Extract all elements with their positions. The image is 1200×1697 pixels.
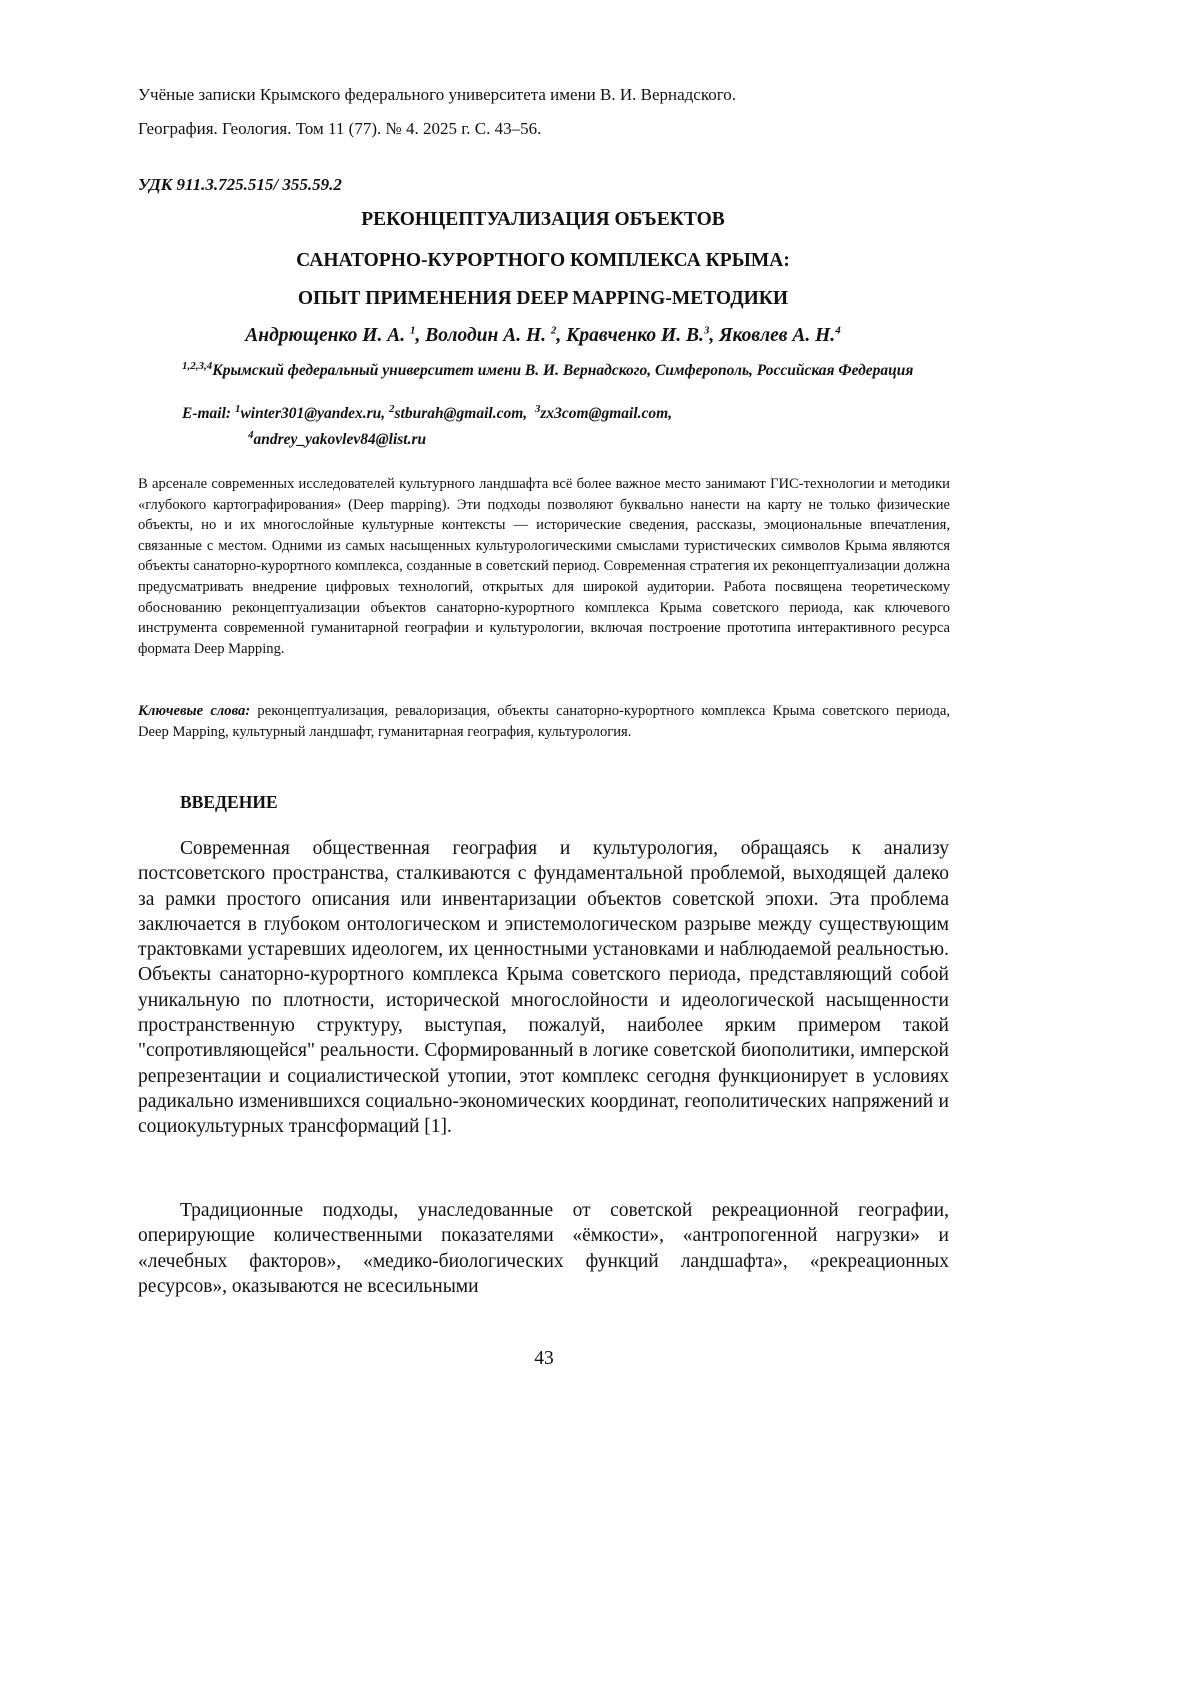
body-paragraph: Современная общественная география и культурология, обращаясь к анализу постсоветского пространства, сталкиваются с фундаментальной проблемой, выходящей далеко за рамки простого описания или инвентаризации объектов советской эпохи. Эта проблема заключается в глубоком онтологическом и эпистемологическом разрыве между существующим трактовками устаревших идеологем, их ценностными установками и наблюдаемой реальностью. Объекты санаторно-курортного комплекса Крыма советского периода, представляющий собой уникальную по плотности, исторической многослойности и идеологической насыщенности пространственную структуру, выступая, пожалуй, наиболее ярким примером такой "сопротивляющейся" реальности. Сформированный в логике советской биополитики, имперской репрезентации и социалистической утопии, этот комплекс сегодня функционирует в условиях радикально изменившихся социально-экономических координат, геополитических напряжений и социокультурных трансформаций [1]. [138, 838, 949, 1138]
email-line [182, 402, 673, 423]
affiliation-index: 1,2,3,4 [182, 359, 213, 372]
email-label: E-mail: [182, 405, 232, 422]
author-index: 3 [703, 324, 710, 337]
abstract: В арсенале современных исследователей культурного ландшафта всё более важное место занимают ГИС-технологии и методики «глубокого картографирования» (Deep mapping). Эти подходы позволяют буквально нанести на карту не только физические объекты, но и их многослойные культурные контексты — исторические сведения, рассказы, эмоциональные впечатления, связанные с местом. Одними из самых насыщенных культурологическими смыслами туристических символов Крыма являются объекты санаторно-курортного комплекса, созданные в советский период. Современная стратегия их реконцептуализации должна предусматривать внедрение цифровых технологий, открытых для широкой аудитории. Работа посвящена теоретическому обоснованию реконцептуализации объектов санаторно-курортного комплекса Крыма советского периода, как ключевого инструмента современной гуманитарной географии и культурологии, включая построение прототипа интерактивного ресурса формата Deep Mapping. [138, 476, 950, 657]
body-paragraph: Традиционные подходы, унаследованные от советской рекреационной географии, оперирующие количественными показателями «ёмкости», «антропогенной нагрузки» и «лечебных факторов», «медико-биологических функций ландшафта», «рекреационных ресурсов», оказываются не всесильными [138, 1200, 949, 1297]
email-index: 3 [534, 402, 541, 415]
udk-code: УДК 911.3.725.515/ 355.59.2 [138, 175, 342, 194]
email-address[interactable]: stburah@gmail.com, [394, 405, 528, 422]
author-index: 2 [550, 324, 557, 337]
email-address[interactable]: winter301@yandex.ru, [240, 405, 386, 422]
title-line-1: РЕКОНЦЕПТУАЛИЗАЦИЯ ОБЪЕКТОВ [361, 209, 725, 230]
keywords-text: реконцептуализация, ревалоризация, объекты санаторно-курортного комплекса Крыма советского периода, Deep Mapping, культурный ландшафт, гуманитарная география, культурология. [138, 703, 950, 740]
keywords-label: Ключевые слова: [138, 703, 251, 719]
email-address[interactable]: andrey_yakovlev84@list.ru [253, 431, 427, 448]
journal-header-line-1: Учёные записки Крымского федерального университета имени В. И. Вернадского. [138, 85, 737, 104]
email-line-2 [248, 428, 427, 449]
email-index: 2 [389, 402, 395, 415]
affiliation-text: Крымский федеральный университет имени В. И. Вернадского, Симферополь, Российская Федерация [212, 362, 914, 379]
page-number: 43 [534, 1348, 554, 1369]
section-heading: ВВЕДЕНИЕ [180, 792, 278, 812]
email-address[interactable]: zx3com@gmail.com, [540, 405, 673, 422]
author-name: Яковлев А. Н. [719, 325, 836, 346]
author-name: Володин А. Н. [425, 325, 546, 346]
authors-line: Андрющенко И. А. $^1$, Володин А. Н. $^2$, Кравченко И. В.$^3$, Яковлев А. Н.$^4$ [245, 324, 841, 346]
author-name: Кравченко И. В. [566, 325, 704, 346]
author-index: 1 [409, 324, 416, 337]
affiliation [182, 360, 952, 382]
keywords [138, 701, 950, 742]
title-line-2: САНАТОРНО-КУРОРТНОГО КОМПЛЕКСА КРЫМА: [296, 250, 790, 271]
email-index: 4 [248, 428, 254, 441]
author-name: Андрющенко И. А. [245, 325, 406, 346]
title-line-3: ОПЫТ ПРИМЕНЕНИЯ DEEP MAPPING-МЕТОДИКИ [297, 288, 789, 309]
email-index: 1 [234, 402, 241, 415]
author-index: 4 [835, 324, 841, 337]
journal-header-line-2: География. Геология. Том 11 (77). № 4. 2025 г. С. 43–56. [138, 119, 542, 138]
